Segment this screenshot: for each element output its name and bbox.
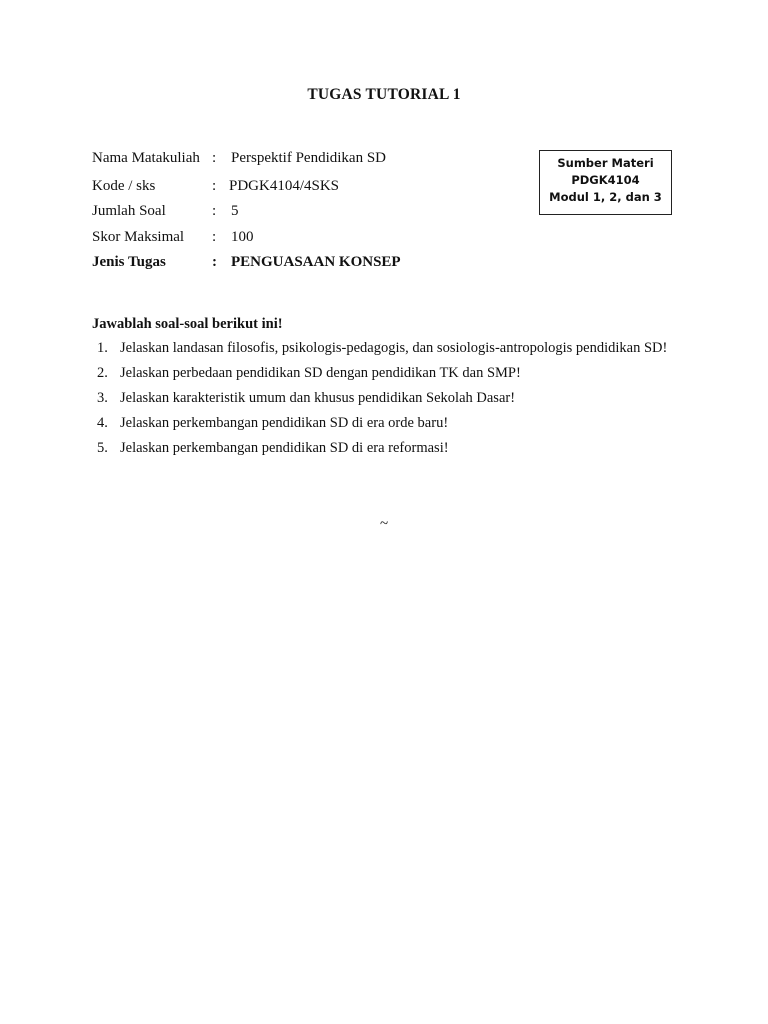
info-label: Skor Maksimal bbox=[92, 229, 185, 245]
question-text: Jelaskan perkembangan pendidikan SD di era orde baru! bbox=[120, 415, 449, 431]
list-item bbox=[92, 340, 732, 365]
question-text: Jelaskan karakteristik umum dan khusus pendidikan Sekolah Dasar! bbox=[120, 390, 516, 406]
question-number: 2. bbox=[97, 365, 108, 381]
question-list bbox=[92, 340, 732, 465]
question-number: 1. bbox=[97, 340, 108, 356]
info-colon: : bbox=[212, 254, 217, 270]
question-text: Jelaskan perkembangan pendidikan SD di era reformasi! bbox=[120, 440, 449, 456]
info-value: PDGK4104/4SKS bbox=[229, 178, 340, 194]
info-value: 100 bbox=[231, 229, 254, 245]
question-text: Jelaskan perbedaan pendidikan SD dengan pendidikan TK dan SMP! bbox=[120, 365, 521, 381]
question-number: 4. bbox=[97, 415, 108, 431]
footer-mark: ~ bbox=[379, 516, 389, 532]
list-item bbox=[92, 390, 732, 415]
list-item bbox=[92, 365, 732, 390]
list-item bbox=[92, 415, 732, 440]
source-box-modules: Modul 1, 2, dan 3 bbox=[549, 190, 662, 204]
question-number: 3. bbox=[97, 390, 108, 406]
page-title: TUGAS TUTORIAL 1 bbox=[307, 86, 461, 103]
info-label: Kode / sks bbox=[92, 178, 156, 194]
info-value: PENGUASAAN KONSEP bbox=[231, 254, 401, 270]
source-material-box bbox=[539, 150, 672, 215]
list-item bbox=[92, 440, 732, 465]
info-value: 5 bbox=[231, 203, 239, 219]
question-number: 5. bbox=[97, 440, 108, 456]
source-box-heading: Sumber Materi bbox=[557, 156, 654, 170]
info-colon: : bbox=[212, 150, 217, 166]
info-colon: : bbox=[212, 203, 217, 219]
info-label: Jenis Tugas bbox=[92, 254, 166, 270]
info-label: Jumlah Soal bbox=[92, 203, 166, 219]
info-value: Perspektif Pendidikan SD bbox=[231, 150, 386, 166]
info-colon: : bbox=[212, 229, 217, 245]
info-label: Nama Matakuliah bbox=[92, 150, 200, 166]
instruction-text: Jawablah soal-soal berikut ini! bbox=[92, 316, 283, 332]
info-colon: : bbox=[212, 178, 217, 194]
question-text: Jelaskan landasan filosofis, psikologis-pedagogis, dan sosiologis-antropologis pendidikan SD! bbox=[120, 340, 668, 356]
source-box-course-code: PDGK4104 bbox=[571, 173, 640, 187]
